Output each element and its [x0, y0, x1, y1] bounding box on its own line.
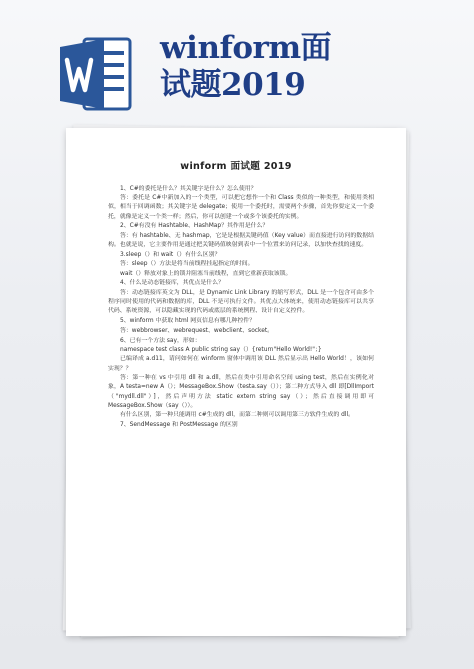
- cover-title-line-1: winform面: [160, 30, 332, 66]
- document-body: [108, 184, 374, 430]
- question-7: 7、SendMessage 和 PostMessage 的区别: [120, 422, 238, 429]
- cover-title-line-2: 试题2019: [160, 67, 306, 103]
- document-page: [66, 128, 406, 636]
- answer-6-difference: 有什么区别，第一种只能调用 c#生成的 dll，而第二种则可以调用第三方软件生成的 dll。: [120, 412, 354, 419]
- document-title: winform 面试题 2019: [180, 161, 292, 172]
- question-2: 2、C#有没有 Hashtable、HashMap？其作用是什么？: [120, 223, 269, 230]
- question-6-detail: 已编译成 a.d11，请问如何在 winform 窗体中调用该 DLL 然后显示出 Hello World！，该如何实现？？: [108, 356, 374, 372]
- answer-6: 答：第一种在 vs 中引用 dll 和 a.dll，然后在类中引用命名空间 using test，然后在实例化对象，A testa=new A（）；MessageBox.Show（testa.say（））；第二种方式导入 dll 即[DllImport（"mydll.dll"）]，然后声明方法 static extern string say（）；然后直接调用即可 MessageBox.Show（say（））。: [108, 374, 374, 409]
- question-3: 3.sleep（）和 wait（）有什么区别？: [120, 251, 221, 258]
- question-1: 1、C#的委托是什么？其关键字是什么？怎么使用？: [120, 185, 257, 192]
- question-6-code: namespace test class A public string say（）{return"Hello World!"；}: [120, 346, 322, 353]
- answer-1: 答：委托是 C#中新加入的一个类型，可以把它想作一个和 Class 类似的一种类型，和使用类相似，相当于回调函数；其关键字是 delegate；使用一个委托时，需要两个步骤，首先你要定义一个委托，就像是定义一个类一样；然后，你可以创建一个或多个该委托的实例。: [108, 194, 374, 220]
- answer-3-sleep: 答：sleep（）方法是将当前线程挂起指定的时间。: [120, 261, 254, 268]
- question-4: 4、什么是动态链接库，其优点是什么？: [120, 280, 224, 287]
- answer-5: 答：webbrowser、webrequest、webclient、socket。: [120, 327, 274, 334]
- answer-3-wait: wait（）释放对象上的锁并阻塞当前线程，直到它重新获取该锁。: [120, 270, 292, 277]
- word-document-icon: [58, 33, 136, 115]
- cover-title: [160, 30, 460, 104]
- answer-2: 答：有 hashtable、无 hashmap，它是是根据关键码值（Key value）而直接进行访问的数据结构。也就是说，它主要作用是通过把关键码值映射到表中一个位置来访问记录，以加快查找的速度。: [108, 232, 374, 249]
- question-5: 5、winform 中获取 html 网页信息有哪几种控件？: [120, 318, 256, 325]
- question-6: 6、已有一个方法 say，形如：: [120, 337, 201, 344]
- answer-4: 答：动态链接库英文为 DLL，是 Dynamic Link Library 的缩写形式，DLL 是一个包含可由多个程序同时使用的代码和数据的库，DLL 不是可执行文件。其优点大体统来，使用动态链接库可以共享代码、系统资源，可以隐藏实现的代码或底层的系统例程、设计自定义控件。: [108, 289, 374, 315]
